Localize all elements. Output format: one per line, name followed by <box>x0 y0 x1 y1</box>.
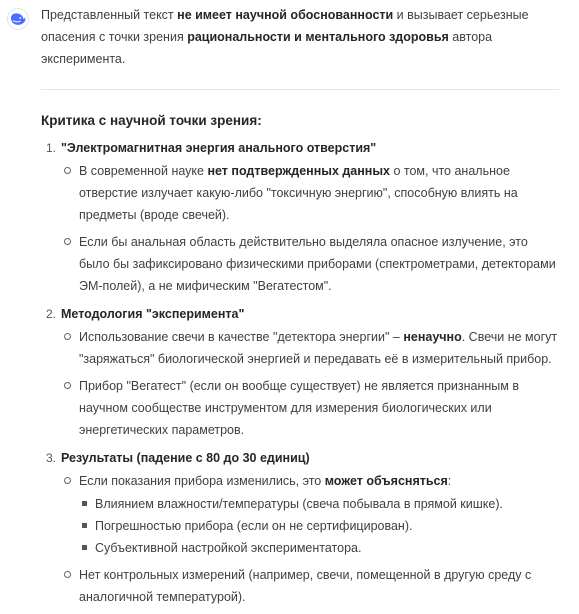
square-bullet-icon <box>82 523 87 528</box>
sub-list-item: Использование свечи в качестве "детектора энергии" – ненаучно. Свечи не могут "заряжаться" биологической энергией и передавать её в измерительный прибор. <box>61 326 559 370</box>
list-item-title: Методология "эксперимента" <box>61 307 245 321</box>
section-heading: Критика с научной точки зрения: <box>41 113 262 128</box>
assistant-message <box>41 4 559 614</box>
intro-bold-1: не имеет научной обоснованности <box>177 8 394 22</box>
sub-list <box>61 470 559 608</box>
sub-list <box>61 326 559 441</box>
sub-list-item: Прибор "Вегатест" (если он вообще существует) не является признанным в научном сообществе инструментом для измерения биологических или энергетических параметров. <box>61 375 559 441</box>
intro-paragraph: Представленный текст не имеет научной обоснованности и вызывает серьезные опасения с точки зрения рациональности и ментального здоровья автора эксперимента. <box>41 8 529 66</box>
list-item <box>41 137 559 297</box>
assistant-avatar <box>7 8 29 30</box>
bullet-icon <box>64 571 71 578</box>
nested-list-item: Погрешностью прибора (если он не сертифицирован). <box>79 515 559 537</box>
square-bullet-icon <box>82 545 87 550</box>
list-number: 3. <box>46 451 57 465</box>
sub-list-item: Нет контрольных измерений (например, свечи, помещенной в другую среду с аналогичной температурой). <box>61 564 559 608</box>
sub-list-item: Если бы анальная область действительно выделяла опасное излучение, это было бы зафиксировано физическими приборами (спектрометрами, детекторами ЭМ-полей), а не мифическим "Вегатестом". <box>61 231 559 297</box>
list-number: 1. <box>46 141 57 155</box>
bullet-icon <box>64 333 71 340</box>
nested-list <box>79 493 559 559</box>
whale-logo-icon <box>10 12 26 26</box>
list-item <box>41 447 559 608</box>
nested-list-item: Влиянием влажности/температуры (свеча побывала в прямой кишке). <box>79 493 559 515</box>
list-item <box>41 303 559 441</box>
critique-list <box>41 137 559 608</box>
bullet-icon <box>64 382 71 389</box>
list-item-title: "Электромагнитная энергия анального отверстия" <box>61 141 377 155</box>
sub-list <box>61 160 559 297</box>
list-item-title: Результаты (падение с 80 до 30 единиц) <box>61 451 310 465</box>
divider <box>41 89 559 90</box>
sub-list-item: В современной науке нет подтвержденных данных о том, что анальное отверстие излучает какую-либо "токсичную энергию", способную влиять на предметы (вроде свечей). <box>61 160 559 226</box>
list-number: 2. <box>46 307 57 321</box>
nested-list-item: Субъективной настройкой экспериментатора. <box>79 537 559 559</box>
bullet-icon <box>64 238 71 245</box>
bullet-icon <box>64 167 71 174</box>
sub-list-item: Если показания прибора изменились, это может объясняться: Влиянием влажности/температуры (свеча побывала в прямой кишке). Погрешностью прибора (если он не сертифицирован). Субъективной настройкой экспериментатора. <box>61 470 559 559</box>
bullet-icon <box>64 477 71 484</box>
intro-bold-2: рациональности и ментального здоровья <box>187 30 449 44</box>
